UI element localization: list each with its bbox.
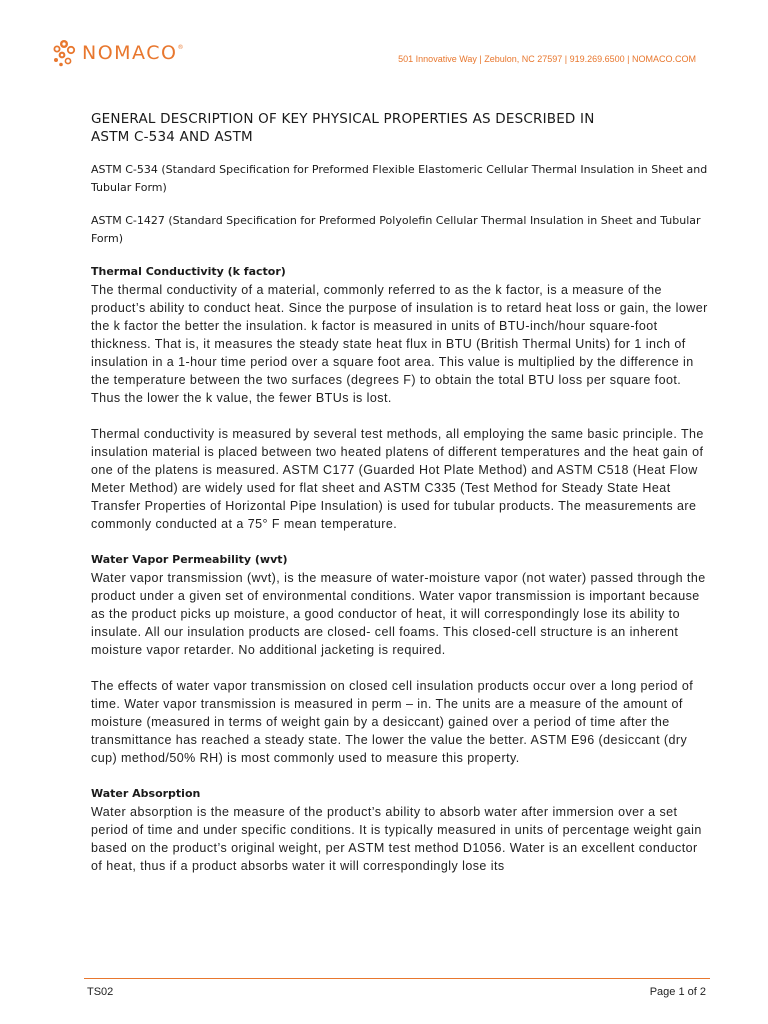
title-line-2: ASTM C-534 AND ASTM [91, 129, 253, 145]
company-logo [52, 38, 183, 68]
paragraph-water-absorption-1: Water absorption is the measure of the product’s ability to absorb water after immersion over a set period of time and under specific conditions. It is typically measured in units of percentage weight gain based on the product’s original weight, per ASTM test method D1056. Water is an excellent conductor of heat, thus if a product absorbs water it will correspondingly lose its [91, 805, 702, 873]
paragraph-water-vapor-1: Water vapor transmission (wvt), is the measure of water-moisture vapor (not water) passed through the product under a given set of environmental conditions. Water vapor transmission is important because as the product picks up moisture, a good conductor of heat, it will correspondingly lose its ability to insulate. All our insulation products are closed- cell foams. This closed-cell structure is an inherent moisture vapor retarder. No additional jacketing is required. [91, 571, 706, 657]
document-code: TS02 [87, 986, 114, 998]
footer-divider [84, 978, 710, 979]
paragraph-water-vapor-2: The effects of water vapor transmission on closed cell insulation products occur over a long period of time. Water vapor transmission is measured in perm – in. The units are a measure of the amount of moisture (measured in terms of weight gain by a desiccant) gained over a period of time after the transmittance has reached a steady state. The lower the value the better. ASTM E96 (desiccant (dry cup) method/50% RH) is most commonly used to measure this property. [91, 679, 694, 765]
title-line-1: GENERAL DESCRIPTION OF KEY PHYSICAL PROPERTIES AS DESCRIBED IN [91, 111, 595, 127]
section-heading-thermal-conductivity: Thermal Conductivity (k factor) [91, 265, 286, 278]
section-heading-water-absorption: Water Absorption [91, 787, 201, 800]
paragraph-thermal-conductivity-2: Thermal conductivity is measured by several test methods, all employing the same basic principle. The insulation material is placed between two heated platens of different temperatures and the heat gain of one of the platens is measured. ASTM C177 (Guarded Hot Plate Method) and ASTM C518 (Heat Flow Meter Method) are widely used for flat sheet and ASTM C335 (Test Method for Steady State Heat Transfer Properties of Horizontal Pipe Insulation) is used for tubular products. The measurements are commonly conducted at a 75° F mean temperature. [91, 427, 704, 531]
document-body [91, 110, 709, 875]
letterhead [52, 38, 712, 78]
contact-info: 501 Innovative Way | Zebulon, NC 27597 | 919.269.6500 | NOMACO.COM [398, 54, 696, 64]
trademark-symbol: ® [177, 44, 184, 51]
spec-astm-c1427: ASTM C-1427 (Standard Specification for Preformed Polyolefin Cellular Thermal Insulation in Sheet and Tubular Form) [91, 214, 701, 245]
spec-astm-c534: ASTM C-534 (Standard Specification for Preformed Flexible Elastomeric Cellular Thermal Insulation in Sheet and Tubular Form) [91, 163, 708, 194]
brand-name: NOMACO® [82, 42, 184, 64]
page-number: Page 1 of 2 [649, 986, 706, 998]
document-title [91, 110, 709, 146]
section-heading-water-vapor-permeability: Water Vapor Permeability (wvt) [91, 553, 288, 566]
nomaco-logo-icon [52, 38, 76, 68]
paragraph-thermal-conductivity-1: The thermal conductivity of a material, commonly referred to as the k factor, is a measure of the product’s ability to conduct heat. Since the purpose of insulation is to retard heat loss or gain, the lower the k factor the better the insulation. k factor is measured in units of BTU-inch/hour square-foot thickness. That is, it measures the steady state heat flux in BTU (British Thermal Units) for 1 inch of insulation in a 1-hour time period over a square foot area. This value is multiplied by the difference in the temperature between the two surfaces (degrees F) to obtain the total BTU loss per square foot. Thus the lower the k value, the fewer BTUs is lost. [91, 283, 708, 405]
